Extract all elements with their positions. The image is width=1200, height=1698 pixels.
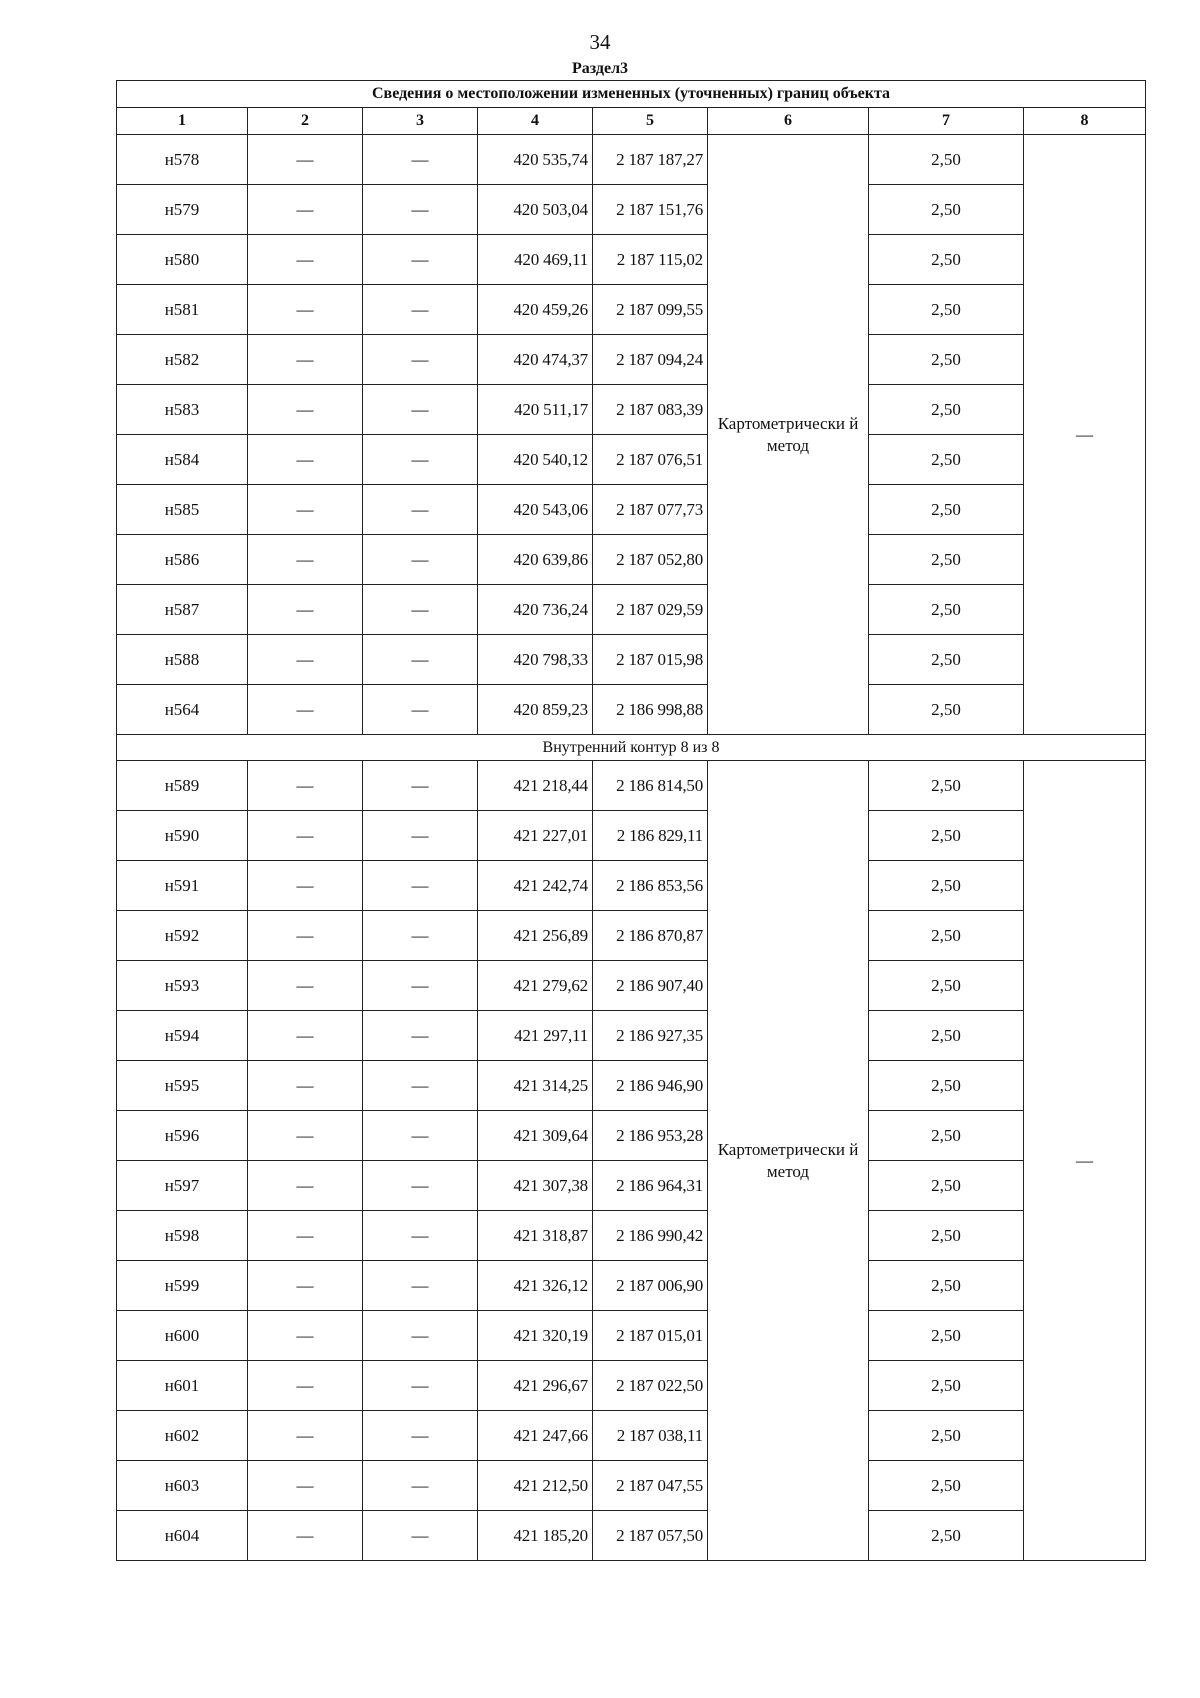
coordinate-y-cell: 2 187 038,11 (593, 1411, 708, 1461)
point-id-cell: н590 (117, 811, 248, 861)
point-id-cell: н600 (117, 1311, 248, 1361)
column-2-cell: — (248, 235, 363, 285)
coordinate-y-cell: 2 187 047,55 (593, 1461, 708, 1511)
column-3-cell: — (363, 861, 478, 911)
column-3-cell: — (363, 235, 478, 285)
page-number: 34 (589, 30, 611, 54)
coordinate-x-cell: 420 540,12 (478, 435, 593, 485)
column-2-cell: — (248, 1511, 363, 1561)
accuracy-cell: 2,50 (869, 285, 1024, 335)
accuracy-cell: 2,50 (869, 135, 1024, 185)
accuracy-cell: 2,50 (869, 535, 1024, 585)
table-row (117, 185, 1146, 235)
coordinate-x-cell: 421 320,19 (478, 1311, 593, 1361)
accuracy-cell: 2,50 (869, 1511, 1024, 1561)
coordinate-x-cell: 421 227,01 (478, 811, 593, 861)
table-row (117, 961, 1146, 1011)
coordinate-y-cell: 2 186 814,50 (593, 761, 708, 811)
coordinate-x-cell: 421 314,25 (478, 1061, 593, 1111)
coordinate-y-cell: 2 186 998,88 (593, 685, 708, 735)
coordinate-x-cell: 420 798,33 (478, 635, 593, 685)
accuracy-cell: 2,50 (869, 685, 1024, 735)
column-3-cell: — (363, 1261, 478, 1311)
point-id-cell: н595 (117, 1061, 248, 1111)
point-id-cell: н591 (117, 861, 248, 911)
column-3-cell: — (363, 1161, 478, 1211)
column-2-cell: — (248, 535, 363, 585)
accuracy-cell: 2,50 (869, 811, 1024, 861)
accuracy-cell: 2,50 (869, 1011, 1024, 1061)
accuracy-cell: 2,50 (869, 961, 1024, 1011)
method-cell: Картометрически й метод (708, 135, 869, 735)
column-2-cell: — (248, 811, 363, 861)
table-row (117, 335, 1146, 385)
column-2-cell: — (248, 1411, 363, 1461)
coordinate-x-cell: 420 535,74 (478, 135, 593, 185)
point-id-cell: н588 (117, 635, 248, 685)
column-3-cell: — (363, 761, 478, 811)
column-3-cell: — (363, 1211, 478, 1261)
column-3-cell: — (363, 485, 478, 535)
coordinate-x-cell: 421 326,12 (478, 1261, 593, 1311)
column-2-cell: — (248, 585, 363, 635)
table-body (117, 135, 1146, 1561)
column-3-cell: — (363, 961, 478, 1011)
column-2-cell: — (248, 335, 363, 385)
point-id-cell: н586 (117, 535, 248, 585)
point-id-cell: н564 (117, 685, 248, 735)
column-2-cell: — (248, 1011, 363, 1061)
coordinate-x-cell: 421 247,66 (478, 1411, 593, 1461)
column-2-cell: — (248, 1311, 363, 1361)
accuracy-cell: 2,50 (869, 1311, 1024, 1361)
table-row (117, 235, 1146, 285)
accuracy-cell: 2,50 (869, 761, 1024, 811)
accuracy-cell: 2,50 (869, 861, 1024, 911)
coordinate-x-cell: 420 469,11 (478, 235, 593, 285)
point-id-cell: н580 (117, 235, 248, 285)
contour-label-row (117, 735, 1146, 761)
column-3-cell: — (363, 635, 478, 685)
table-row (117, 1061, 1146, 1111)
method-cell: Картометрически й метод (708, 761, 869, 1561)
coordinate-y-cell: 2 187 022,50 (593, 1361, 708, 1411)
column-2-cell: — (248, 285, 363, 335)
accuracy-cell: 2,50 (869, 1411, 1024, 1461)
column-2-cell: — (248, 961, 363, 1011)
column-3-cell: — (363, 335, 478, 385)
table-row (117, 911, 1146, 961)
coordinate-y-cell: 2 187 015,98 (593, 635, 708, 685)
column-2-cell: — (248, 1361, 363, 1411)
column-2-cell: — (248, 1461, 363, 1511)
column-3-cell: — (363, 1411, 478, 1461)
point-id-cell: н601 (117, 1361, 248, 1411)
column-2-cell: — (248, 185, 363, 235)
coordinate-y-cell: 2 187 076,51 (593, 435, 708, 485)
column-2-cell: — (248, 635, 363, 685)
point-id-cell: н583 (117, 385, 248, 435)
column-3-cell: — (363, 135, 478, 185)
table-row (117, 285, 1146, 335)
column-3-cell: — (363, 1011, 478, 1061)
accuracy-cell: 2,50 (869, 635, 1024, 685)
accuracy-cell: 2,50 (869, 385, 1024, 435)
accuracy-cell: 2,50 (869, 1261, 1024, 1311)
coordinate-y-cell: 2 187 077,73 (593, 485, 708, 535)
column-2-cell: — (248, 135, 363, 185)
table-row (117, 635, 1146, 685)
point-id-cell: н578 (117, 135, 248, 185)
table-row (117, 861, 1146, 911)
boundary-coordinates-table (116, 80, 1146, 1561)
accuracy-cell: 2,50 (869, 435, 1024, 485)
column-3-cell: — (363, 685, 478, 735)
table-row (117, 535, 1146, 585)
table-caption: Сведения о местоположении измененных (уточненных) границ объекта (117, 81, 1146, 108)
coordinate-y-cell: 2 186 946,90 (593, 1061, 708, 1111)
column-2-cell: — (248, 685, 363, 735)
coordinate-x-cell: 420 736,24 (478, 585, 593, 635)
coordinate-y-cell: 2 187 094,24 (593, 335, 708, 385)
column-3-cell: — (363, 1111, 478, 1161)
column-header: 2 (248, 108, 363, 135)
coordinate-y-cell: 2 186 870,87 (593, 911, 708, 961)
accuracy-cell: 2,50 (869, 185, 1024, 235)
column-8-cell: — (1024, 761, 1146, 1561)
accuracy-cell: 2,50 (869, 485, 1024, 535)
column-3-cell: — (363, 185, 478, 235)
table-row (117, 1461, 1146, 1511)
table-row (117, 1511, 1146, 1561)
table-row (117, 1411, 1146, 1461)
coordinate-y-cell: 2 186 853,56 (593, 861, 708, 911)
accuracy-cell: 2,50 (869, 235, 1024, 285)
contour-label: Внутренний контур 8 из 8 (117, 735, 1146, 761)
accuracy-cell: 2,50 (869, 1461, 1024, 1511)
column-header: 5 (593, 108, 708, 135)
point-id-cell: н593 (117, 961, 248, 1011)
coordinate-y-cell: 2 187 187,27 (593, 135, 708, 185)
coordinate-y-cell: 2 186 829,11 (593, 811, 708, 861)
point-id-cell: н587 (117, 585, 248, 635)
table-row (117, 1211, 1146, 1261)
table-row (117, 485, 1146, 535)
point-id-cell: н594 (117, 1011, 248, 1061)
column-3-cell: — (363, 1461, 478, 1511)
point-id-cell: н582 (117, 335, 248, 385)
coordinate-x-cell: 421 296,67 (478, 1361, 593, 1411)
column-2-cell: — (248, 1161, 363, 1211)
table-row (117, 1011, 1146, 1061)
coordinate-y-cell: 2 186 907,40 (593, 961, 708, 1011)
coordinate-x-cell: 421 309,64 (478, 1111, 593, 1161)
point-id-cell: н599 (117, 1261, 248, 1311)
coordinate-x-cell: 420 543,06 (478, 485, 593, 535)
coordinate-x-cell: 421 279,62 (478, 961, 593, 1011)
column-8-cell: — (1024, 135, 1146, 735)
accuracy-cell: 2,50 (869, 1211, 1024, 1261)
column-2-cell: — (248, 1111, 363, 1161)
coordinate-x-cell: 421 218,44 (478, 761, 593, 811)
column-3-cell: — (363, 585, 478, 635)
coordinate-x-cell: 420 503,04 (478, 185, 593, 235)
column-header-row (117, 108, 1146, 135)
coordinate-y-cell: 2 186 964,31 (593, 1161, 708, 1211)
accuracy-cell: 2,50 (869, 1061, 1024, 1111)
coordinate-x-cell: 421 185,20 (478, 1511, 593, 1561)
column-3-cell: — (363, 1061, 478, 1111)
column-3-cell: — (363, 1361, 478, 1411)
column-2-cell: — (248, 435, 363, 485)
point-id-cell: н579 (117, 185, 248, 235)
coordinate-y-cell: 2 187 151,76 (593, 185, 708, 235)
table-row (117, 135, 1146, 185)
accuracy-cell: 2,50 (869, 585, 1024, 635)
accuracy-cell: 2,50 (869, 911, 1024, 961)
coordinate-x-cell: 421 212,50 (478, 1461, 593, 1511)
table-row (117, 435, 1146, 485)
column-2-cell: — (248, 385, 363, 435)
column-2-cell: — (248, 911, 363, 961)
column-header: 1 (117, 108, 248, 135)
point-id-cell: н581 (117, 285, 248, 335)
coordinate-y-cell: 2 186 953,28 (593, 1111, 708, 1161)
table-row (117, 1261, 1146, 1311)
table-caption-row (117, 81, 1146, 108)
coordinate-y-cell: 2 187 015,01 (593, 1311, 708, 1361)
column-header: 6 (708, 108, 869, 135)
coordinate-y-cell: 2 186 927,35 (593, 1011, 708, 1061)
coordinate-y-cell: 2 187 052,80 (593, 535, 708, 585)
section-title: Раздел3 (571, 60, 629, 77)
coordinate-x-cell: 421 318,87 (478, 1211, 593, 1261)
column-3-cell: — (363, 811, 478, 861)
coordinate-x-cell: 420 859,23 (478, 685, 593, 735)
column-2-cell: — (248, 1061, 363, 1111)
table-row (117, 585, 1146, 635)
column-3-cell: — (363, 385, 478, 435)
column-3-cell: — (363, 285, 478, 335)
coordinate-x-cell: 421 256,89 (478, 911, 593, 961)
coordinate-x-cell: 421 242,74 (478, 861, 593, 911)
point-id-cell: н592 (117, 911, 248, 961)
accuracy-cell: 2,50 (869, 1111, 1024, 1161)
column-2-cell: — (248, 761, 363, 811)
column-3-cell: — (363, 535, 478, 585)
accuracy-cell: 2,50 (869, 335, 1024, 385)
coordinate-y-cell: 2 187 083,39 (593, 385, 708, 435)
point-id-cell: н589 (117, 761, 248, 811)
column-3-cell: — (363, 435, 478, 485)
accuracy-cell: 2,50 (869, 1361, 1024, 1411)
point-id-cell: н597 (117, 1161, 248, 1211)
coordinate-y-cell: 2 187 099,55 (593, 285, 708, 335)
coordinate-x-cell: 420 511,17 (478, 385, 593, 435)
coordinate-x-cell: 421 297,11 (478, 1011, 593, 1061)
coordinate-y-cell: 2 187 115,02 (593, 235, 708, 285)
column-2-cell: — (248, 1261, 363, 1311)
table-row (117, 385, 1146, 435)
coordinate-y-cell: 2 187 029,59 (593, 585, 708, 635)
coordinate-x-cell: 420 459,26 (478, 285, 593, 335)
column-header: 7 (869, 108, 1024, 135)
column-2-cell: — (248, 861, 363, 911)
point-id-cell: н602 (117, 1411, 248, 1461)
coordinate-x-cell: 421 307,38 (478, 1161, 593, 1211)
table-row (117, 811, 1146, 861)
coordinate-y-cell: 2 186 990,42 (593, 1211, 708, 1261)
column-2-cell: — (248, 485, 363, 535)
coordinate-y-cell: 2 187 057,50 (593, 1511, 708, 1561)
point-id-cell: н604 (117, 1511, 248, 1561)
column-header: 3 (363, 108, 478, 135)
column-3-cell: — (363, 1311, 478, 1361)
point-id-cell: н584 (117, 435, 248, 485)
coordinate-x-cell: 420 474,37 (478, 335, 593, 385)
point-id-cell: н603 (117, 1461, 248, 1511)
column-2-cell: — (248, 1211, 363, 1261)
table-row (117, 1111, 1146, 1161)
point-id-cell: н596 (117, 1111, 248, 1161)
column-3-cell: — (363, 1511, 478, 1561)
column-header: 8 (1024, 108, 1146, 135)
column-header: 4 (478, 108, 593, 135)
point-id-cell: н585 (117, 485, 248, 535)
table-row (117, 685, 1146, 735)
table-row (117, 1361, 1146, 1411)
column-3-cell: — (363, 911, 478, 961)
table-row (117, 1161, 1146, 1211)
point-id-cell: н598 (117, 1211, 248, 1261)
table-row (117, 761, 1146, 811)
accuracy-cell: 2,50 (869, 1161, 1024, 1211)
coordinate-x-cell: 420 639,86 (478, 535, 593, 585)
table-row (117, 1311, 1146, 1361)
coordinate-y-cell: 2 187 006,90 (593, 1261, 708, 1311)
